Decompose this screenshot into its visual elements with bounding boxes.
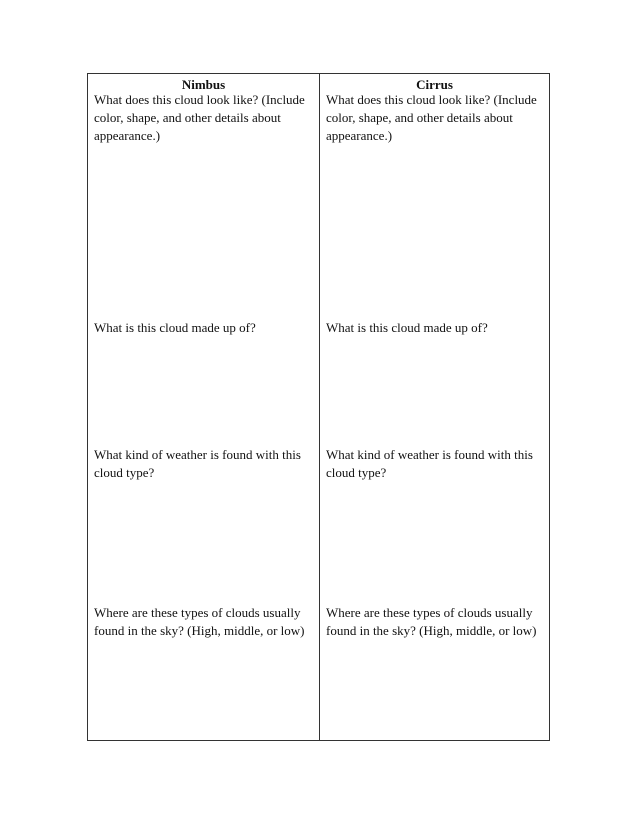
question-altitude-nimbus: Where are these types of clouds usually found in the sky? (High, middle, or low) — [94, 605, 305, 638]
question-appearance-nimbus: What does this cloud look like? (Include color, shape, and other details about appearance.) — [94, 92, 305, 143]
column-nimbus — [88, 74, 319, 740]
column-title-cirrus: Cirrus — [416, 77, 453, 92]
question-composition-cirrus: What is this cloud made up of? — [326, 320, 488, 335]
column-cirrus — [319, 74, 549, 740]
question-weather-nimbus: What kind of weather is found with this cloud type? — [94, 447, 301, 480]
worksheet-table — [87, 73, 550, 741]
question-weather-cirrus: What kind of weather is found with this cloud type? — [326, 447, 533, 480]
question-altitude-cirrus: Where are these types of clouds usually found in the sky? (High, middle, or low) — [326, 605, 537, 638]
column-title-nimbus: Nimbus — [181, 77, 226, 92]
question-composition-nimbus: What is this cloud made up of? — [94, 320, 256, 335]
question-appearance-cirrus: What does this cloud look like? (Include color, shape, and other details about appearance.) — [326, 92, 537, 143]
